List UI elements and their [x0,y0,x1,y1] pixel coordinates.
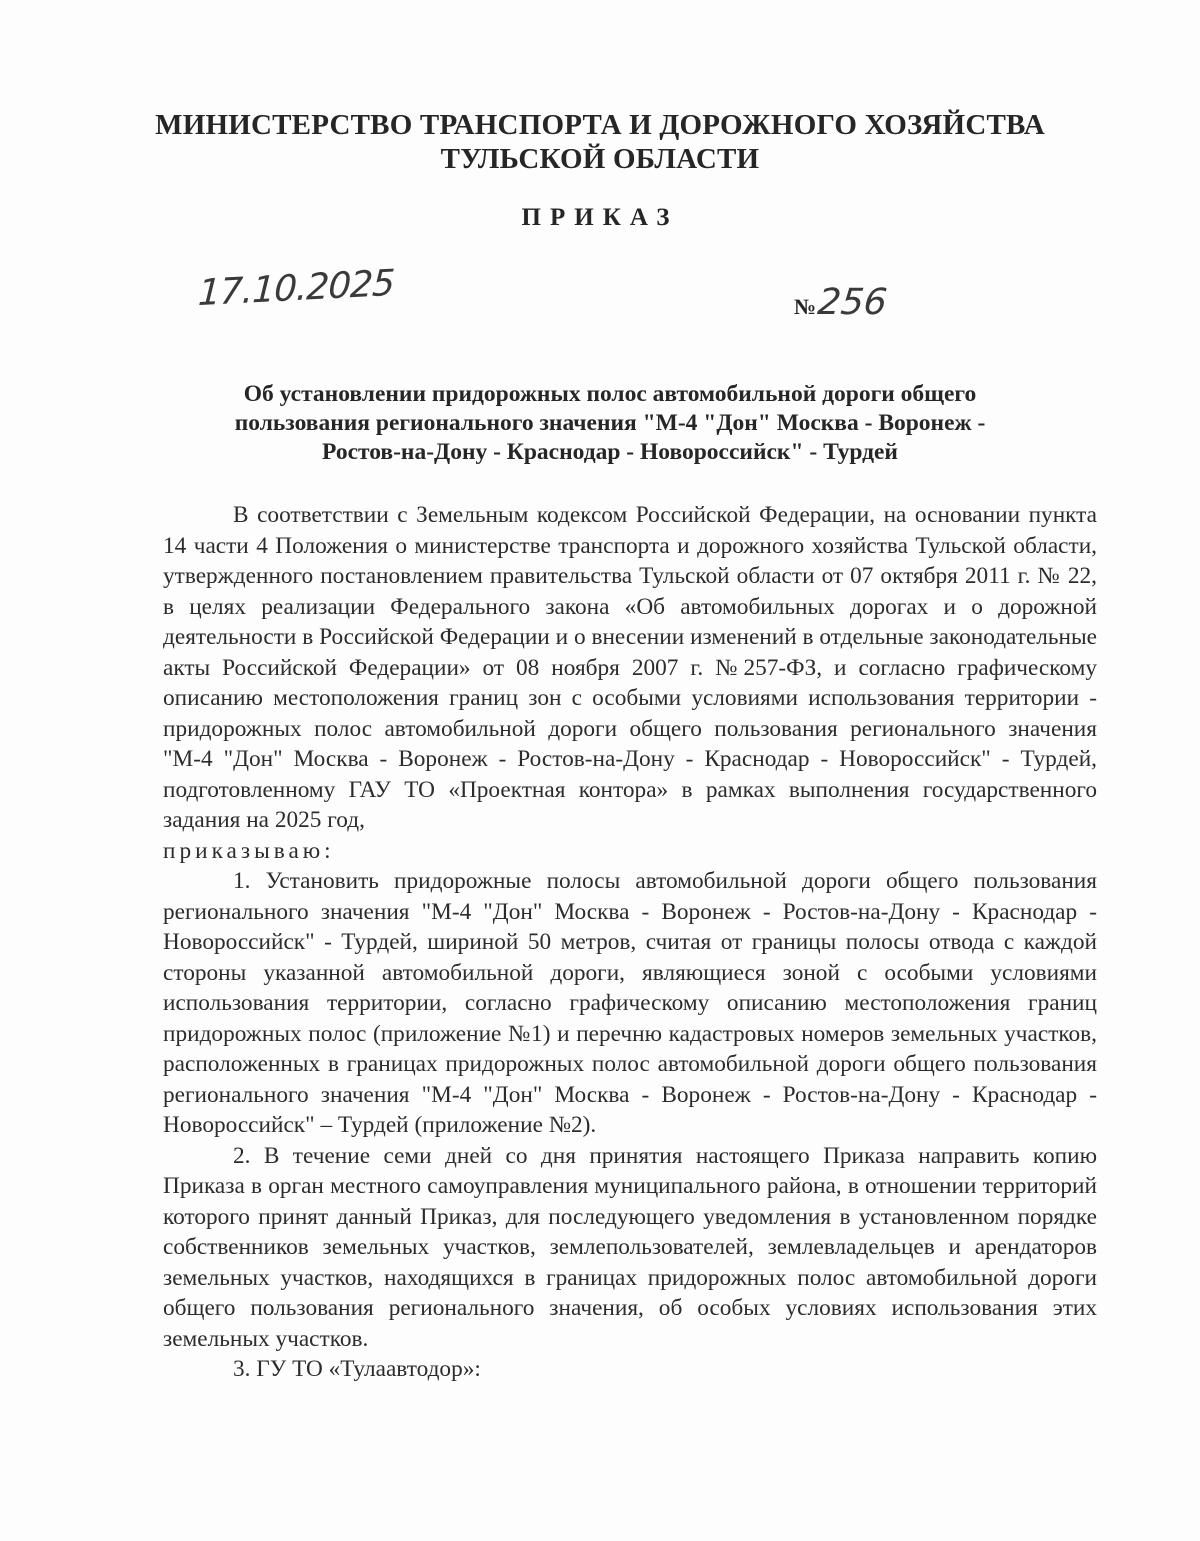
handwritten-number: 256 [815,282,889,323]
order-number [794,282,887,323]
order-body [163,500,1097,1385]
order-subject [160,380,1060,467]
ministry-name-line2: ТУЛЬСКОЙ ОБЛАСТИ [440,143,760,175]
item-3-paragraph: 3. ГУ ТО «Тулаавтодор»: [233,1356,481,1382]
ministry-name-line1: МИНИСТЕРСТВО ТРАНСПОРТА И ДОРОЖНОГО ХОЗЯЙСТВА [155,109,1045,141]
decree-word: приказываю: [163,837,335,864]
number-sign: № [794,294,817,319]
item-2-paragraph: 2. В течение семи дней со дня принятия настоящего Приказа направить копию Приказа в орган местного самоуправления муниципального района, в отношении территорий которого принят данный Приказ, для последующего уведомления в установленном порядке собственников земельных участков, землепользователей, землевладельцев и арендаторов земельных участков, находящихся в границах придорожных полос автомобильной дороги общего пользования регионального значения, об особых условиях использования этих земельных участков. [163,1142,1097,1352]
document-type-title: ПРИКАЗ [521,204,679,231]
subject-line-3: Ростов-на-Дону - Краснодар - Новороссийск" - Турдей [322,439,898,465]
subject-line-1: Об установлении придорожных полос автомобильной дороги общего [243,381,977,407]
ministry-header [0,108,1200,176]
handwritten-date: 17.10.2025 [197,262,396,315]
preamble-paragraph: В соответствии с Земельным кодексом Российской Федерации, на основании пункта 14 части 4 Положения о министерстве транспорта и дорожного хозяйства Тульской области, утвержденного постановлением правительства Тульской области от 07 октября 2011 г. № 22, в целях реализации Федерального закона «Об автомобильных дорогах и о дорожной деятельности в Российской Федерации и о внесении изменений в отдельные законодательные акты Российской Федерации» от 08 ноября 2007 г. №257-ФЗ, и согласно графическому описанию местоположения границ зон с особыми условиями использования территории - придорожных полос автомобильной дороги общего пользования регионального значения "М-4 "Дон" Москва - Воронеж - Ростов-на-Дону - Краснодар - Новороссийск" - Турдей, подготовленному ГАУ ТО «Проектная контора» в рамках выполнения государственного задания на 2025 год, [163,502,1097,833]
item-1-paragraph: 1. Установить придорожные полосы автомобильной дороги общего пользования регионального значения "М-4 "Дон" Москва - Воронеж - Ростов-на-Дону - Краснодар - Новороссийск" - Турдей, шириной 50 метров, считая от границы полосы отвода с каждой стороны указанной автомобильной дороги, являющиеся зоной с особыми условиями использования территории, согласно графическому описанию местоположения границ придорожных полос (приложение №1) и перечню кадастровых номеров земельных участков, расположенных в границах придорожных полос автомобильной дороги общего пользования регионального значения "М-4 "Дон" Москва - Воронеж - Ростов-на-Дону - Краснодар - Новороссийск" – Турдей (приложение №2). [163,868,1097,1138]
subject-line-2: пользования регионального значения "М-4 "Дон" Москва - Воронеж - [234,410,986,436]
